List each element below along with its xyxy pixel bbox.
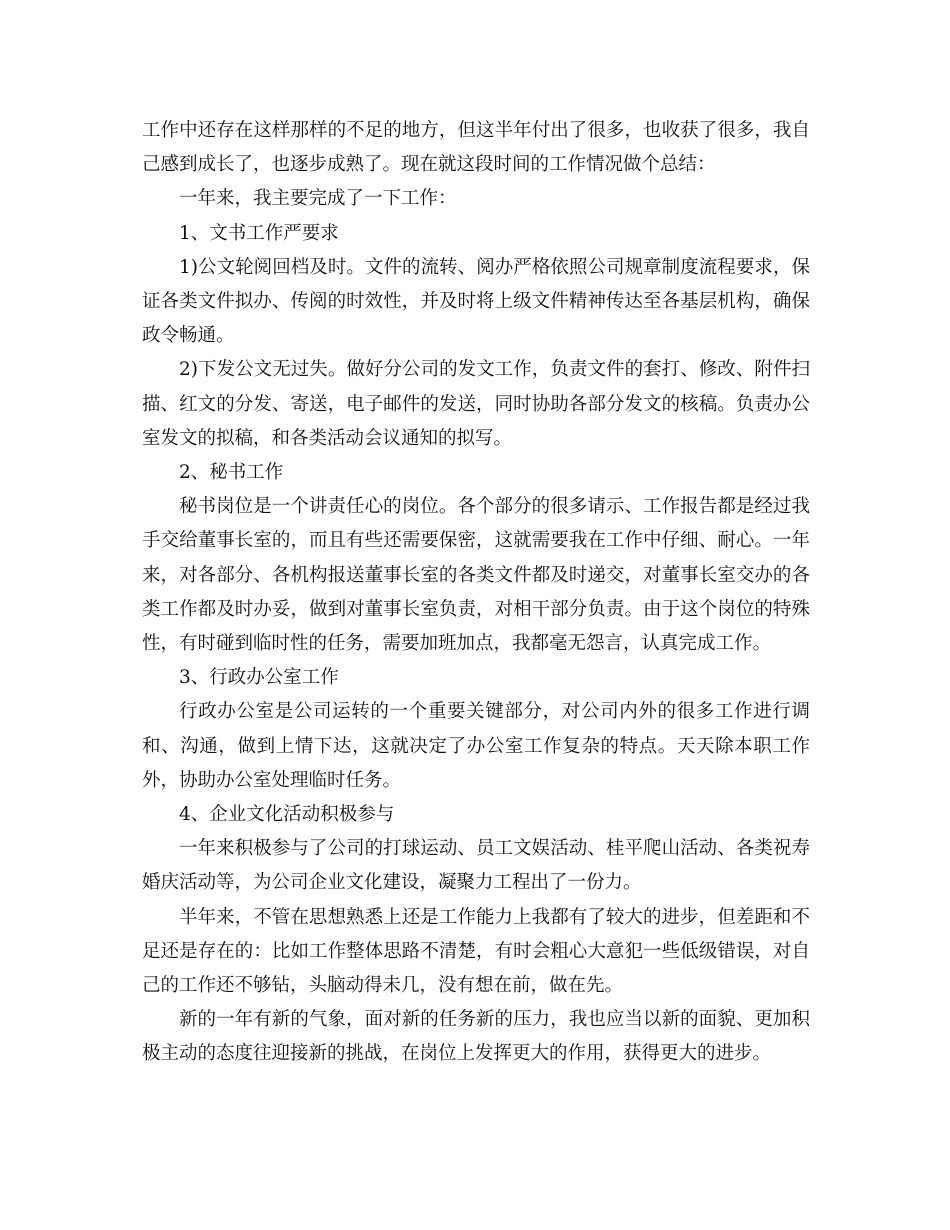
- paragraph-document-circulation: 1)公文轮阅回档及时。文件的流转、阅办严格依照公司规章制度流程要求，保证各类文件拟办、传阅的时效性，并及时将上级文件精神传达至各基层机构，确保政令畅通。: [142, 256, 810, 347]
- section-heading-culture: 4、企业文化活动积极参与: [179, 804, 395, 826]
- section-heading-documents: 1、文书工作严要求: [179, 222, 339, 244]
- document-body: [142, 114, 810, 1072]
- paragraph-intro: 工作中还存在这样那样的不足的地方，但这半年付出了很多，也收获了很多，我自己感到成长了，也逐步成熟了。现在就这段时间的工作情况做个总结：: [142, 120, 810, 176]
- paragraph-document-issuing: 2)下发公文无过失。做好分公司的发文工作，负责文件的套打、修改、附件扫描、红文的分发、寄送，电子邮件的发送，同时协助各部分发文的核稿。负责办公室发文的拟稿，和各类活动会议通知的拟写。: [142, 359, 810, 449]
- paragraph-summary-lead: 一年来，我主要完成了一下工作：: [179, 188, 457, 210]
- paragraph-admin-office: 行政办公室是公司运转的一个重要关键部分，对公司内外的很多工作进行调和、沟通，做到上情下达，这就决定了办公室工作复杂的特点。天天除本职工作外，协助办公室处理临时任务。: [142, 701, 810, 791]
- paragraph-secretary-work: 秘书岗位是一个讲责任心的岗位。各个部分的很多请示、工作报告都是经过我手交给董事长室的，而且有些还需要保密，这就需要我在工作中仔细、耐心。一年来，对各部分、各机构报送董事长室的各类文件都及时递交，对董事长室交办的各类工作都及时办妥，做到对董事长室负责，对相干部分负责。由于这个岗位的特殊性，有时碰到临时性的任务，需要加班加点，我都毫无怨言，认真完成工作。: [142, 496, 810, 655]
- paragraph-shortcomings: 半年来，不管在思想熟悉上还是工作能力上我都有了较大的进步，但差距和不足还是存在的：比如工作整体思路不清楚，有时会粗心大意犯一些低级错误，对自己的工作还不够钻，头脑动得未几，没有想在前，做在先。: [142, 906, 810, 997]
- section-heading-secretary: 2、秘书工作: [179, 462, 284, 484]
- paragraph-outlook: 新的一年有新的气象，面对新的任务新的压力，我也应当以新的面貌、更加积极主动的态度往迎接新的挑战，在岗位上发挥更大的作用，获得更大的进步。: [142, 1009, 810, 1065]
- section-heading-admin-office: 3、行政办公室工作: [179, 667, 339, 689]
- paragraph-culture-activities: 一年来积极参与了公司的打球运动、员工文娱活动、桂平爬山活动、各类祝寿婚庆活动等，为公司企业文化建设，凝聚力工程出了一份力。: [142, 838, 810, 894]
